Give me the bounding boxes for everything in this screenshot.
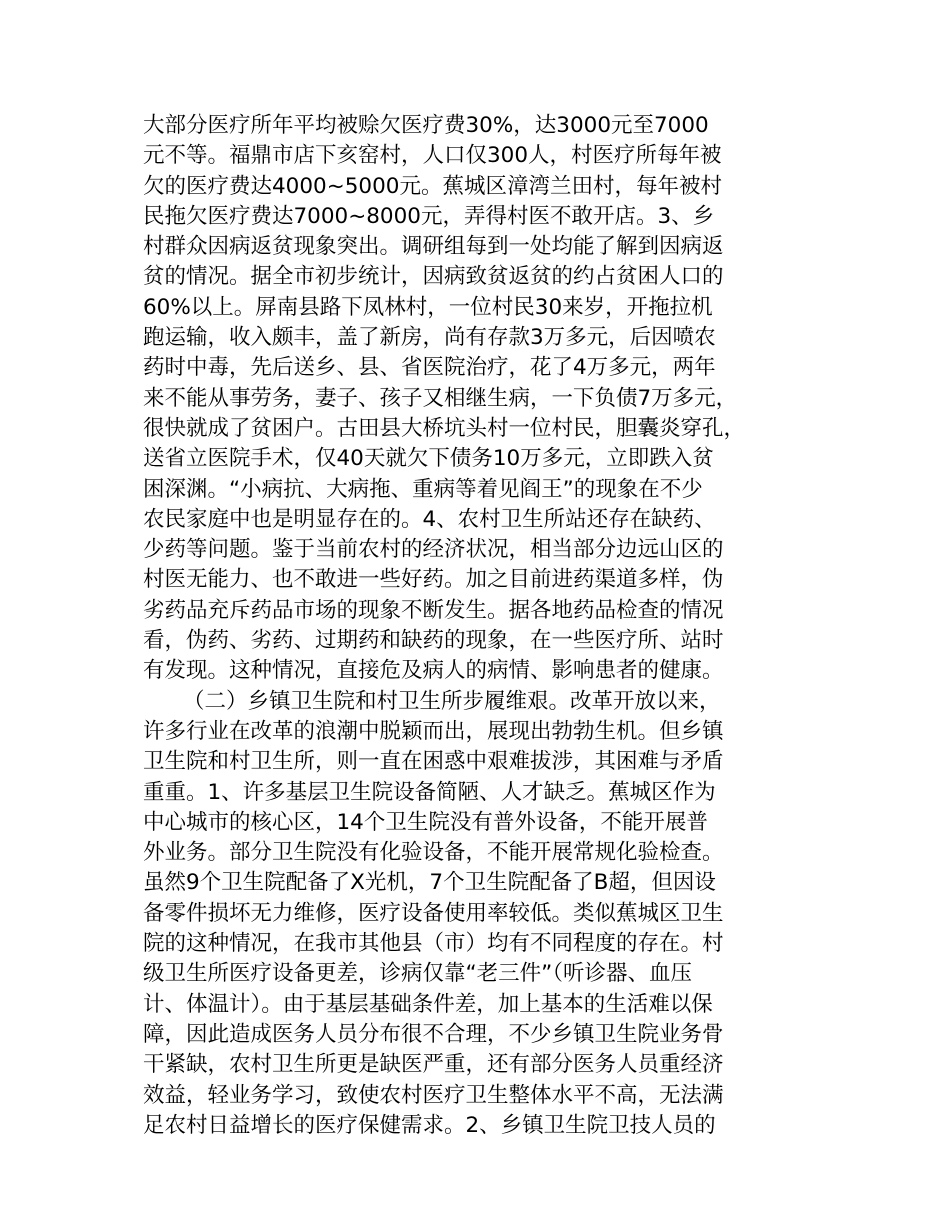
text-line: 民拖欠医疗费达7000~8000元，弄得村医不敢开店。3、乡	[143, 203, 715, 229]
text-line: 困深渊。“小病抗、大病拖、重病等着见阎王”的现象在不少	[143, 476, 703, 502]
text-line: 障，因此造成医务人员分布很不合理，不少乡镇卫生院业务骨	[143, 1021, 724, 1047]
text-line: 计、体温计）。由于基层基础条件差，加上基本的生活难以保	[143, 991, 713, 1017]
text-line: 中心城市的核心区，14个卫生院没有普外设备，不能开展普	[143, 809, 708, 835]
text-line: 村群众因病返贫现象突出。调研组每到一处均能了解到因病返	[143, 234, 724, 260]
body-text	[143, 111, 843, 1141]
text-line: 许多行业在改革的浪潮中脱颖而出，展现出勃勃生机。但乡镇	[143, 718, 724, 744]
text-line: 干紧缺，农村卫生所更是缺医严重，还有部分医务人员重经济	[143, 1052, 724, 1078]
text-line: 大部分医疗所年平均被赊欠医疗费30%，达3000元至7000	[143, 113, 709, 138]
text-line: 很快就成了贫困户。古田县大桥坑头村一位村民，胆囊炎穿孔，	[143, 415, 746, 441]
text-line: 外业务。部分卫生院没有化验设备，不能开展常规化验检查。	[143, 840, 724, 866]
text-line: 送省立医院手术，仅40天就欠下债务10万多元，立即跌入贫	[143, 446, 714, 472]
text-line: 虽然9个卫生院配备了X光机，7个卫生院配备了B超，但因设	[143, 870, 716, 896]
text-line: 跑运输，收入颇丰，盖了新房，尚有存款3万多元，后因喷农	[143, 325, 716, 351]
text-line: （二）乡镇卫生院和村卫生所步履维艰。改革开放以来，	[183, 688, 721, 714]
text-line: 60%以上。屏南县路下凤林村，一位村民30来岁，开拖拉机	[143, 294, 713, 320]
text-line: 重重。1、许多基层卫生院设备简陋、人才缺乏。蕉城区作为	[143, 779, 716, 805]
text-line: 效益，轻业务学习，致使农村医疗卫生整体水平不高，无法满	[143, 1082, 724, 1108]
text-line: 村医无能力、也不敢进一些好药。加之目前进药渠道多样，伪	[143, 567, 724, 593]
text-line: 少药等问题。鉴于当前农村的经济状况，相当部分边远山区的	[143, 537, 724, 563]
text-line: 来不能从事劳务，妻子、孩子又相继生病，一下负债7万多元，	[143, 385, 738, 411]
text-line: 院的这种情况，在我市其他县（市）均有不同程度的存在。村	[143, 931, 724, 957]
text-line: 贫的情况。据全市初步统计，因病致贫返贫的约占贫困人口的	[143, 264, 724, 290]
text-line: 农民家庭中也是明显存在的。4、农村卫生所站还存在缺药、	[143, 506, 716, 532]
text-line: 有发现。这种情况，直接危及病人的病情、影响患者的健康。	[143, 658, 724, 684]
text-line: 药时中毒，先后送乡、县、省医院治疗，花了4万多元，两年	[143, 355, 716, 381]
text-line: 劣药品充斥药品市场的现象不断发生。据各地药品检查的情况	[143, 597, 724, 623]
text-line: 足农村日益增长的医疗保健需求。2、乡镇卫生院卫技人员的	[143, 1112, 716, 1138]
text-line: 欠的医疗费达4000~5000元。蕉城区漳湾兰田村，每年被村	[143, 173, 722, 199]
text-line: 卫生院和村卫生所，则一直在困惑中艰难拔涉，其困难与矛盾	[143, 749, 724, 775]
text-line: 备零件损坏无力维修，医疗设备使用率较低。类似蕉城区卫生	[143, 900, 724, 926]
text-line: 元不等。福鼎市店下亥窑村，人口仅300人，村医疗所每年被	[143, 143, 722, 169]
text-line: 级卫生所医疗设备更差，诊病仅靠“老三件”（听诊器、血压	[143, 961, 693, 987]
text-line: 看，伪药、劣药、过期药和缺药的现象，在一些医疗所、站时	[143, 628, 724, 654]
